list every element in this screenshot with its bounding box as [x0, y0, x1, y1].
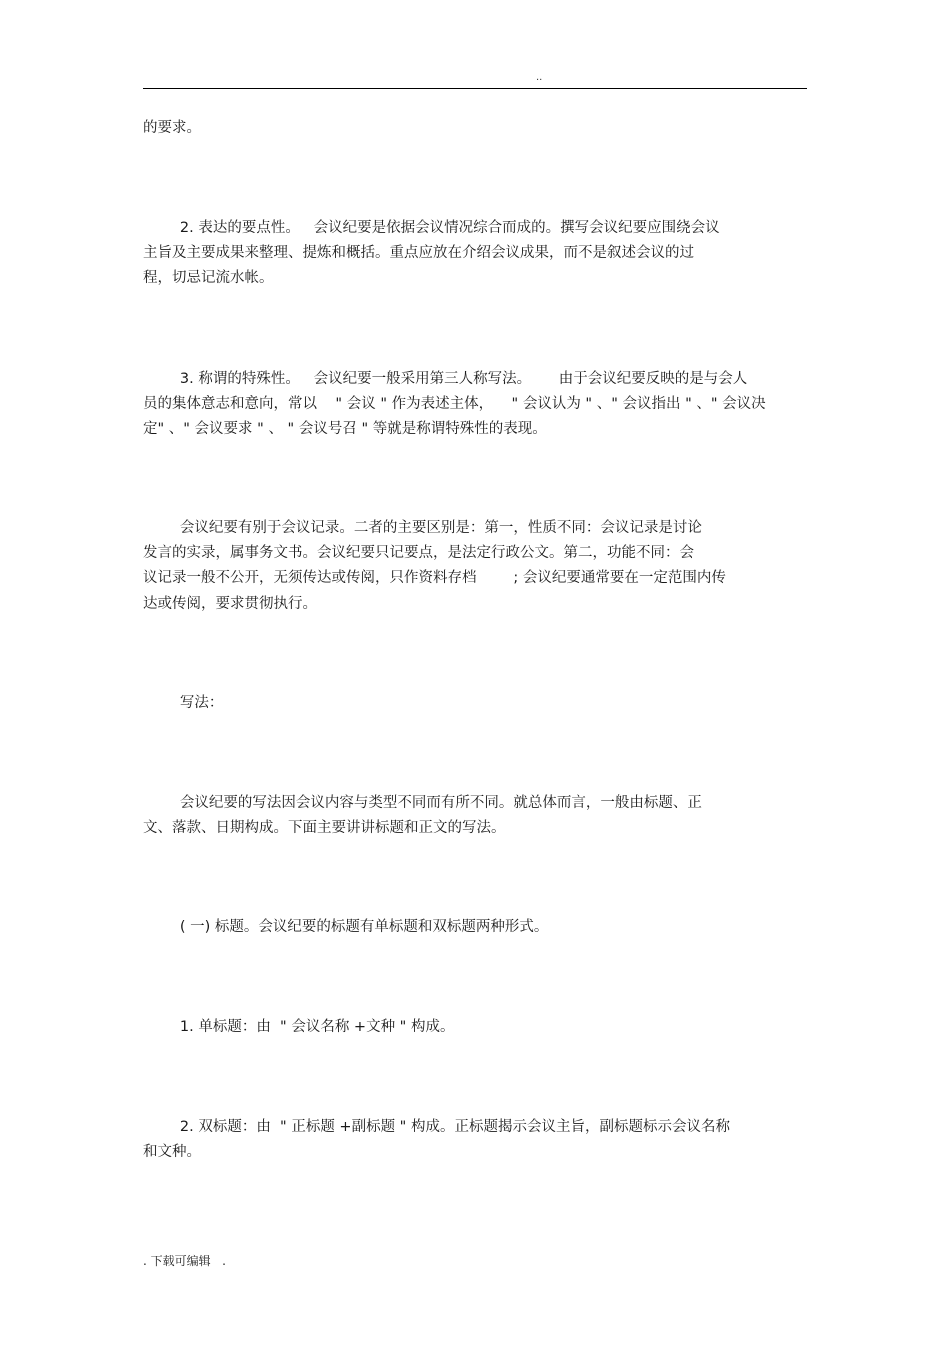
header-divider [143, 88, 807, 89]
text-line: 会议纪要有别于会议记录。二者的主要区别是：第一，性质不同：会议记录是讨论 [143, 520, 702, 536]
text-line: 写法： [143, 695, 224, 711]
text-line: 主旨及主要成果来整理、提炼和概括。重点应放在介绍会议成果，而不是叙述会议的过 [143, 245, 694, 261]
header-mark: .. [536, 72, 543, 83]
text-line: 程，切忌记流水帐。 [143, 270, 274, 286]
text-line: 议记录一般不公开，无须传达或传阅，只作资料存档 ; 会议纪要通常要在一定范围内传 [143, 570, 726, 586]
text-line: 发言的实录，属事务文书。会议纪要只记要点，是法定行政公文。第二，功能不同：会 [143, 545, 694, 561]
text-line: 定" 、" 会议要求 " 、 " 会议号召 " 等就是称谓特殊性的表现。 [143, 421, 547, 437]
text-line: 和文种。 [143, 1144, 201, 1160]
text-line: 达或传阅，要求贯彻执行。 [143, 596, 317, 612]
footer-note: . 下载可编辑 . [143, 1254, 226, 1268]
text-line: 1. 单标题：由 " 会议名称 +文种 " 构成。 [143, 1019, 455, 1035]
text-line: ( 一) 标题。会议纪要的标题有单标题和双标题两种形式。 [143, 919, 549, 935]
text-line: 2. 表达的要点性。 会议纪要是依据会议情况综合而成的。撰写会议纪要应围绕会议 [143, 220, 720, 236]
text-line: 3. 称谓的特殊性。 会议纪要一般采用第三人称写法。 由于会议纪要反映的是与会人 [143, 371, 748, 387]
text-line: 2. 双标题：由 " 正标题 +副标题 " 构成。正标题揭示会议主旨，副标题标示会议名称 [143, 1119, 730, 1135]
text-line: 会议纪要的写法因会议内容与类型不同而有所不同。就总体而言，一般由标题、正 [143, 795, 702, 811]
text-line: 文、落款、日期构成。下面主要讲讲标题和正文的写法。 [143, 820, 506, 836]
text-line: 的要求。 [143, 120, 201, 136]
text-line: 员的集体意志和意向，常以 " 会议 " 作为表述主体， " 会议认为 " 、" 会议指出 " 、" 会议决 [143, 396, 766, 412]
